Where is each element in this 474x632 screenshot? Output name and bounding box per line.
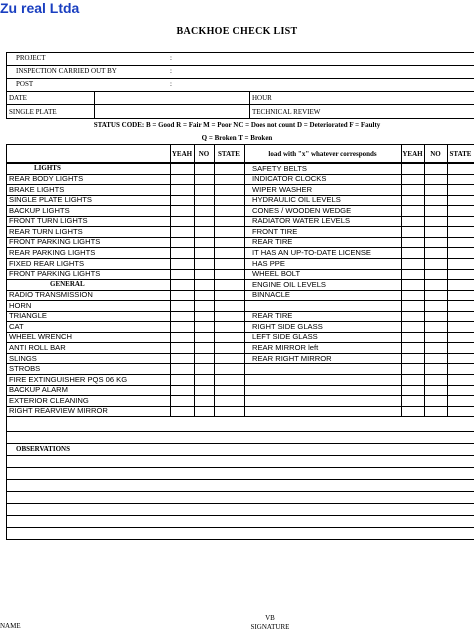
- info-row-line: [6, 78, 474, 79]
- checklist-item-right: REAR TIRE: [252, 311, 293, 321]
- info-separator: :: [170, 80, 172, 88]
- table-row-line: [6, 353, 474, 354]
- checklist-item-left: HORN: [9, 300, 32, 310]
- checklist-item-right: REAR MIRROR left: [252, 342, 319, 352]
- date-row-line: [6, 104, 474, 105]
- checklist-item-left: CAT: [9, 321, 24, 331]
- checklist-item-right: CONES / WOODEN WEDGE: [252, 205, 352, 215]
- blank-line: [6, 443, 474, 444]
- checklist-item-left: FIRE EXTINGUISHER PQS 06 KG: [9, 374, 128, 384]
- checklist-section-label: LIGHTS: [34, 163, 61, 172]
- document-title: BACKHOE CHECK LIST: [176, 26, 298, 37]
- checklist-item-right: ENGINE OIL LEVELS: [252, 279, 326, 289]
- table-column-line: [214, 144, 215, 416]
- checklist-item-left: SINGLE PLATE LIGHTS: [9, 195, 92, 205]
- company-name: Zu real Ltda: [0, 0, 80, 16]
- observations-line: [6, 491, 474, 492]
- table-row-line: [6, 311, 474, 312]
- observations-line: [6, 539, 474, 540]
- table-row-line: [6, 385, 474, 386]
- checklist-item-right: RIGHT SIDE GLASS: [252, 321, 323, 331]
- checklist-item-left: FRONT PARKING LIGHTS: [9, 269, 101, 279]
- table-row-line: [6, 163, 474, 164]
- table-row-line: [6, 321, 474, 322]
- no-column-header: NO: [198, 150, 210, 158]
- technical-review-label: TECHNICAL REVIEW: [252, 108, 321, 116]
- checklist-item-right: FRONT TIRE: [252, 226, 298, 236]
- observations-left-border: [6, 416, 7, 539]
- checklist-item-left: FRONT TURN LIGHTS: [9, 216, 88, 226]
- table-column-line: [244, 144, 245, 416]
- checklist-item-right: REAR RIGHT MIRROR: [252, 353, 332, 363]
- state-column-header: STATE: [218, 150, 240, 158]
- checklist-item-left: RIGHT REARVIEW MIRROR: [9, 406, 108, 416]
- hour-divider: [249, 91, 250, 118]
- table-column-line: [170, 144, 171, 416]
- name-label: NAME: [0, 622, 21, 630]
- checklist-item-right: RADIATOR WATER LEVELS: [252, 216, 351, 226]
- checklist-item-left: EXTERIOR CLEANING: [9, 395, 89, 405]
- table-column-line: [6, 144, 7, 416]
- table-column-line: [401, 144, 402, 416]
- plate-row-line: [6, 118, 474, 119]
- hour-label: HOUR: [252, 94, 272, 102]
- checklist-item-right: WIPER WASHER: [252, 184, 313, 194]
- table-column-line: [447, 144, 448, 416]
- checklist-item-left: BRAKE LIGHTS: [9, 184, 65, 194]
- observations-line: [6, 455, 474, 456]
- checklist-item-left: STROBS: [9, 364, 41, 374]
- signature-label: SIGNATURE: [250, 623, 290, 631]
- table-row-line: [6, 363, 474, 364]
- checklist-item-right: IT HAS AN UP-TO-DATE LICENSE: [252, 248, 371, 257]
- checklist-item-left: TRIANGLE: [9, 311, 47, 321]
- info-row-line: [6, 65, 474, 66]
- checklist-item-left: FIXED REAR LIGHTS: [9, 258, 85, 268]
- table-row-line: [6, 300, 474, 301]
- no-column-header: NO: [430, 150, 441, 158]
- checklist-item-right: HYDRAULIC OIL LEVELS: [252, 195, 341, 205]
- table-row-line: [6, 184, 474, 185]
- table-column-line: [424, 144, 425, 416]
- info-row-line: [6, 91, 474, 92]
- observations-line: [6, 515, 474, 516]
- checklist-item-left: SLINGS: [9, 353, 37, 363]
- header-top-line: [6, 144, 474, 145]
- checklist-item-right: WHEEL BOLT: [252, 269, 301, 279]
- table-row-line: [6, 416, 474, 417]
- checklist-item-right: REAR TIRE: [252, 237, 293, 247]
- checklist-item-left: BACKUP ALARM: [9, 385, 68, 395]
- observations-line: [6, 527, 474, 528]
- observations-line: [6, 467, 474, 468]
- info-left-border: [6, 52, 7, 91]
- checklist-section-label: GENERAL: [50, 279, 85, 288]
- table-column-line: [194, 144, 195, 416]
- info-separator: :: [170, 54, 172, 62]
- checklist-item-right: SAFETY BELTS: [252, 163, 308, 173]
- checklist-item-left: WHEEL WRENCH: [9, 332, 73, 342]
- single-plate-label: SINGLE PLATE: [9, 108, 57, 116]
- checklist-item-left: REAR PARKING LIGHTS: [9, 248, 96, 257]
- info-separator: :: [170, 67, 172, 75]
- checklist-item-right: HAS PPE: [252, 258, 285, 268]
- vb-label: VB: [265, 614, 275, 622]
- date-label: DATE: [9, 94, 27, 102]
- date-value-divider: [94, 91, 95, 118]
- status-code-text: STATUS CODE: B = Good R = Fair M = Poor NC = Does not count D = Deteriorated F = Faulty: [93, 121, 381, 129]
- info-label: INSPECTION CARRIED OUT BY: [16, 67, 117, 75]
- info-label: PROJECT: [16, 54, 46, 62]
- yeah-column-header: YEAH: [171, 150, 193, 158]
- checklist-item-right: BINNACLE: [252, 290, 290, 300]
- date-left-border: [6, 91, 7, 118]
- status-code-secondary: Q = Broken T = Broken: [201, 134, 273, 142]
- checklist-item-right: INDICATOR CLOCKS: [252, 174, 327, 184]
- checklist-item-left: RADIO TRANSMISSION: [9, 290, 93, 300]
- observations-line: [6, 479, 474, 480]
- checklist-item-left: ANTI ROLL BAR: [9, 342, 66, 352]
- yeah-column-header: YEAH: [402, 150, 423, 158]
- table-row-line: [6, 342, 474, 343]
- checklist-item-left: BACKUP LIGHTS: [9, 205, 70, 215]
- info-row-line: [6, 52, 474, 53]
- observations-line: [6, 503, 474, 504]
- checklist-item-left: FRONT PARKING LIGHTS: [9, 237, 101, 247]
- table-row-line: [6, 332, 474, 333]
- checklist-item-right: LEFT SIDE GLASS: [252, 332, 318, 342]
- blank-line: [6, 431, 474, 432]
- checklist-item-left: REAR TURN LIGHTS: [9, 226, 83, 236]
- table-row-line: [6, 205, 474, 206]
- info-label: POST: [16, 80, 34, 88]
- right-section-header: load with "x" whatever corresponds: [268, 150, 377, 158]
- state-column-header: STATE: [449, 150, 472, 158]
- checklist-item-left: REAR BODY LIGHTS: [9, 174, 84, 184]
- observations-label: OBSERVATIONS: [16, 445, 70, 453]
